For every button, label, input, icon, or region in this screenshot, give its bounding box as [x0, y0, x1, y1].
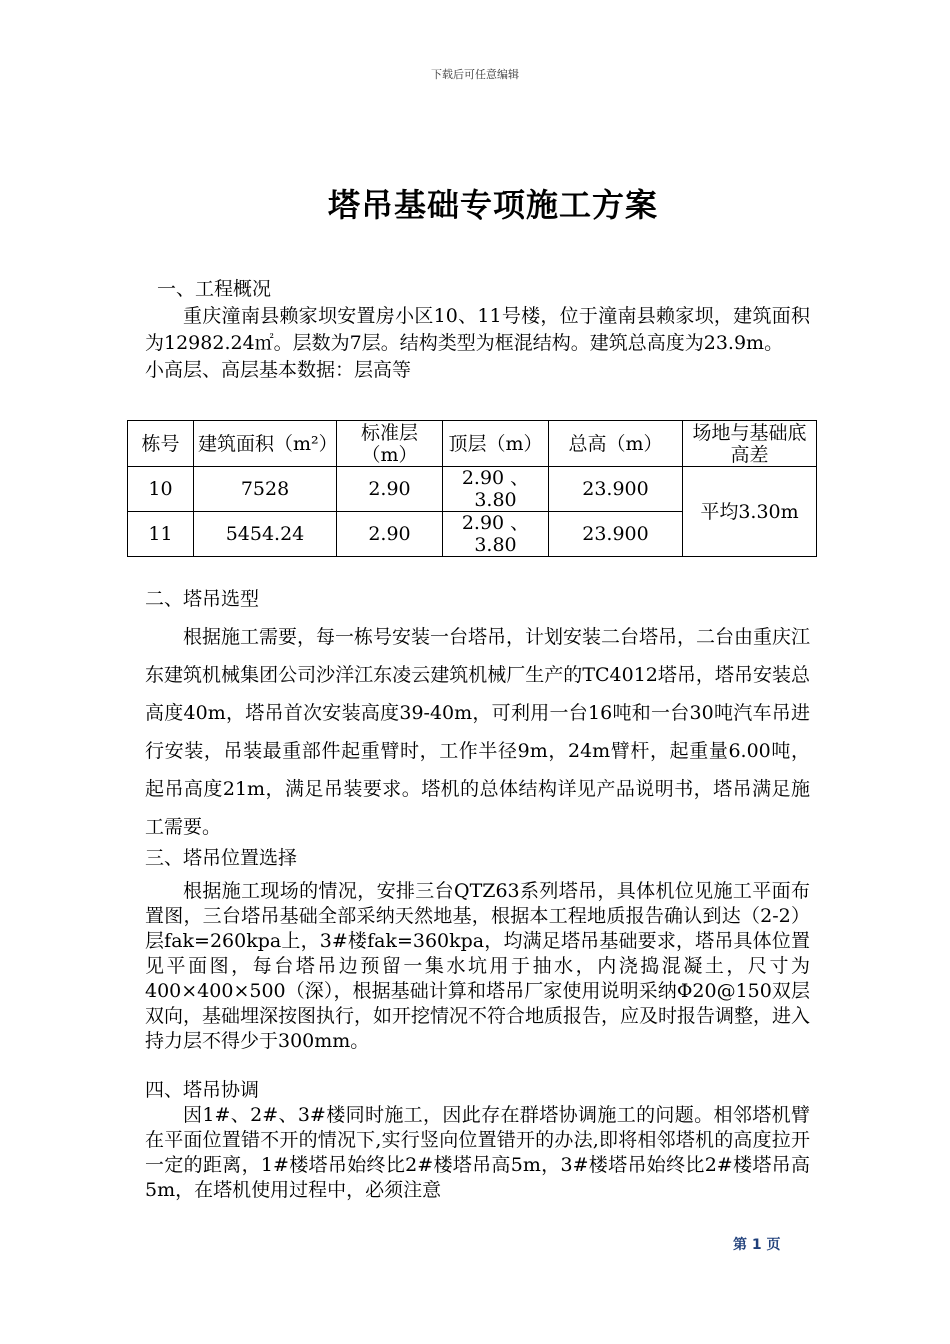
table-cell: 2.90 — [337, 467, 443, 512]
table-header-cell: 场地与基础底高差 — [683, 421, 817, 467]
table-cell: 23.900 — [549, 467, 683, 512]
table-cell: 2.90 — [337, 512, 443, 557]
section-4-heading: 四、塔吊协调 — [145, 1079, 260, 1101]
table-header-cell: 总高（m） — [549, 421, 683, 467]
table-header-cell: 顶层（m） — [443, 421, 549, 467]
section-1-subheading: 小高层、高层基本数据：层高等 — [145, 359, 412, 381]
table-cell: 2.90 、 3.80 — [443, 512, 549, 557]
section-4-paragraph: 因1#、2#、3#楼同时施工，因此存在群塔协调施工的问题。相邻塔机臂在平面位置错不开的情况下,实行竖向位置错开的办法,即将相邻塔机的高度拉开一定的距离，1#楼塔吊始终比2#楼塔吊高5m，3#楼塔吊始终比2#楼塔吊高5m，在塔机使用过程中，必须注意 — [145, 1104, 810, 1201]
table-header-cell: 标准层（m） — [337, 421, 443, 467]
section-3-paragraph: 根据施工现场的情况，安排三台QTZ63系列塔吊，具体机位见施工平面布置图，三台塔吊基础全部采纳天然地基，根据本工程地质报告确认到达（2-2）层fak=260kpa上，3#楼fak=360kpa，均满足塔吊基础要求，塔吊具体位置见平面图，每台塔吊边预留一集水坑用于抽水，内浇捣混凝土，尺寸为400×400×500（深），根据基础计算和塔吊厂家使用说明采纳Φ20@150双层双向，基础埋深按图执行，如开挖情况不符合地质报告，应及时报告调整，进入持力层不得少于300mm。 — [145, 880, 811, 1052]
table-cell: 23.900 — [549, 512, 683, 557]
section-3 — [145, 843, 810, 1054]
table-cell: 5454.24 — [194, 512, 337, 557]
table-header-cell: 建筑面积（m²） — [194, 421, 337, 467]
section-1-paragraph: 重庆潼南县赖家坝安置房小区10、11号楼，位于潼南县赖家坝，建筑面积为12982.24㎡。层数为7层。结构类型为框混结构。建筑总高度为23.9m。 — [145, 305, 810, 354]
page-number: 第 1 页 — [733, 1237, 781, 1253]
section-1-heading: 一、工程概况 — [157, 278, 272, 300]
table-cell: 10 — [128, 467, 194, 512]
table-header-cell: 栋号 — [128, 421, 194, 467]
section-3-heading: 三、塔吊位置选择 — [145, 847, 298, 869]
section-2-heading: 二、塔吊选型 — [145, 588, 260, 610]
header-note: 下载后可任意编辑 — [431, 68, 519, 81]
section-1 — [145, 276, 810, 384]
table-cell: 2.90 、 3.80 — [443, 467, 549, 512]
building-data-table — [127, 420, 817, 557]
table-cell: 11 — [128, 512, 194, 557]
section-2-paragraph: 根据施工需要，每一栋号安装一台塔吊，计划安装二台塔吊，二台由重庆江东建筑机械集团公司沙洋江东凌云建筑机械厂生产的TC4012塔吊，塔吊安装总高度40m，塔吊首次安装高度39-40m，可利用一台16吨和一台30吨汽车吊进行安装，吊装最重部件起重臂时，工作半径9m，24m臂杆，起重量6.00吨，起吊高度21m，满足吊装要求。塔机的总体结构详见产品说明书，塔吊满足施工需要。 — [145, 626, 811, 838]
table-row — [128, 467, 817, 512]
table-merged-cell: 平均3.30m — [683, 467, 817, 557]
table-cell: 7528 — [194, 467, 337, 512]
table-header-row — [128, 421, 817, 467]
document-title: 塔吊基础专项施工方案 — [327, 186, 658, 224]
section-4 — [145, 1078, 810, 1203]
section-2 — [145, 584, 810, 846]
